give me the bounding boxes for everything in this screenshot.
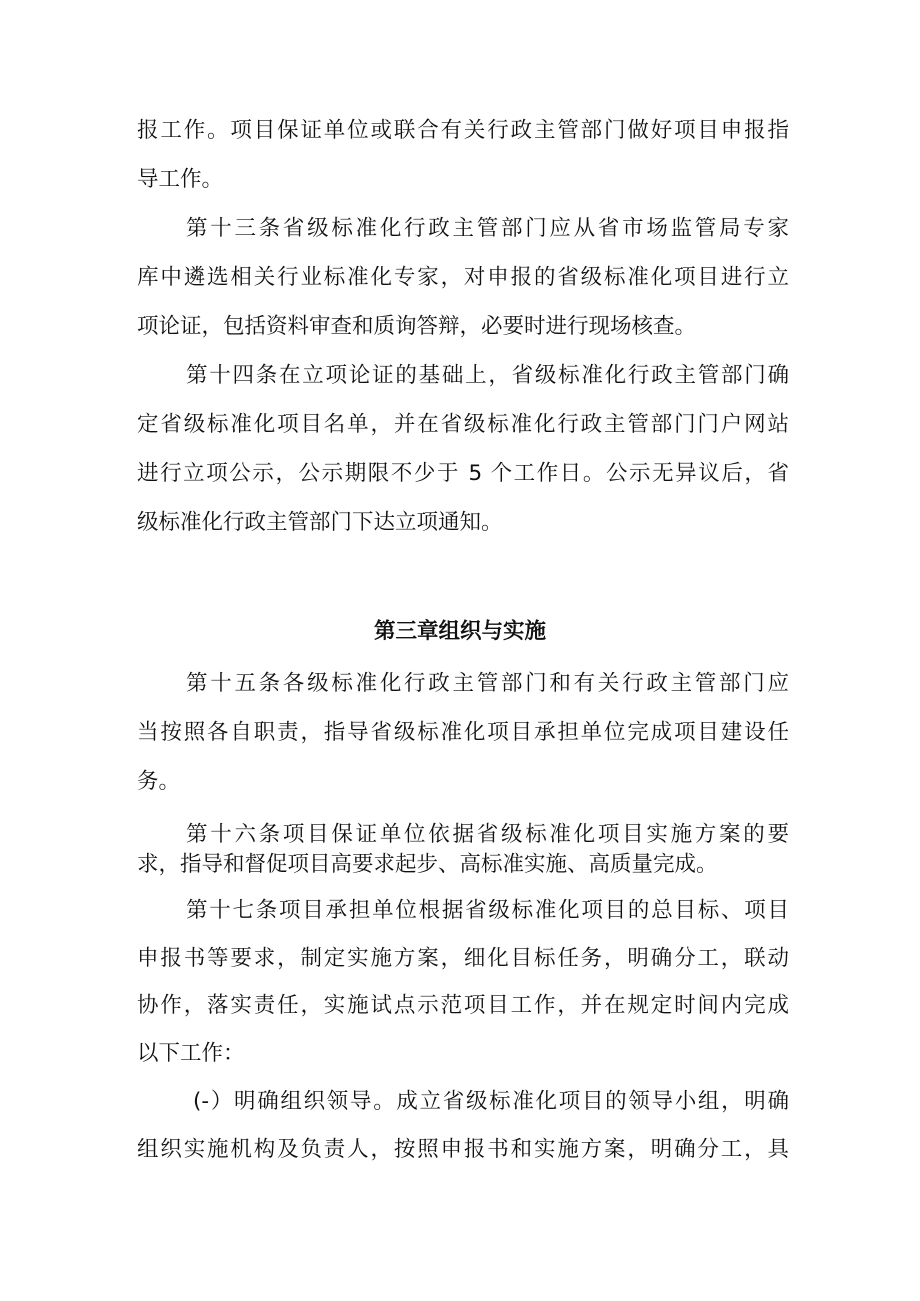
chapter-heading: 第三章组织与实施 bbox=[373, 619, 546, 644]
article-13-line: 第十三条省级标准化行政主管部门应从省市场监管局专家 bbox=[186, 216, 789, 241]
article-16-line: 第十六条项目保证单位依据省级标准化项目实施方案的要 bbox=[186, 822, 789, 847]
text-line: 库中遴选相关行业标准化专家，对申报的省级标准化项目进行立 bbox=[137, 265, 789, 290]
text-line: 务。 bbox=[137, 769, 181, 794]
text-line: 报工作。项目保证单位或联合有关行政主管部门做好项目申报指 bbox=[137, 118, 789, 143]
article-15-line: 第十五条各级标准化行政主管部门和有关行政主管部门应 bbox=[186, 671, 789, 696]
article-14-line: 第十四条在立项论证的基础上，省级标准化行政主管部门确 bbox=[186, 363, 789, 388]
item-1-line: (-）明确组织领导。成立省级标准化项目的领导小组，明确 bbox=[193, 1089, 789, 1114]
text-line: 导工作。 bbox=[137, 167, 224, 192]
text-line: 以下工作： bbox=[137, 1041, 245, 1066]
text-line: 当按照各自职责，指导省级标准化项目承担单位完成项目建设任 bbox=[137, 720, 789, 745]
text-line: 进行立项公示，公示期限不少于 5 个工作日。公示无异议后，省 bbox=[137, 461, 789, 486]
text-line: 定省级标准化项目名单，并在省级标准化行政主管部门门户网站 bbox=[137, 412, 789, 437]
text-line: 协作，落实责任，实施试点示范项目工作，并在规定时间内完成 bbox=[137, 993, 789, 1018]
text-line: 申报书等要求，制定实施方案，细化目标任务，明确分工，联动 bbox=[137, 946, 789, 971]
article-17-line: 第十七条项目承担单位根据省级标准化项目的总目标、项目 bbox=[186, 898, 789, 923]
text-line: 项论证，包括资料审查和质询答辩，必要时进行现场核查。 bbox=[137, 314, 697, 339]
text-line: 组织实施机构及负责人，按照申报书和实施方案，明确分工，具 bbox=[137, 1137, 789, 1162]
text-line: 求，指导和督促项目高要求起步、高标准实施、高质量完成。 bbox=[137, 852, 718, 877]
text-line: 级标准化行政主管部门下达立项通知。 bbox=[137, 510, 503, 535]
